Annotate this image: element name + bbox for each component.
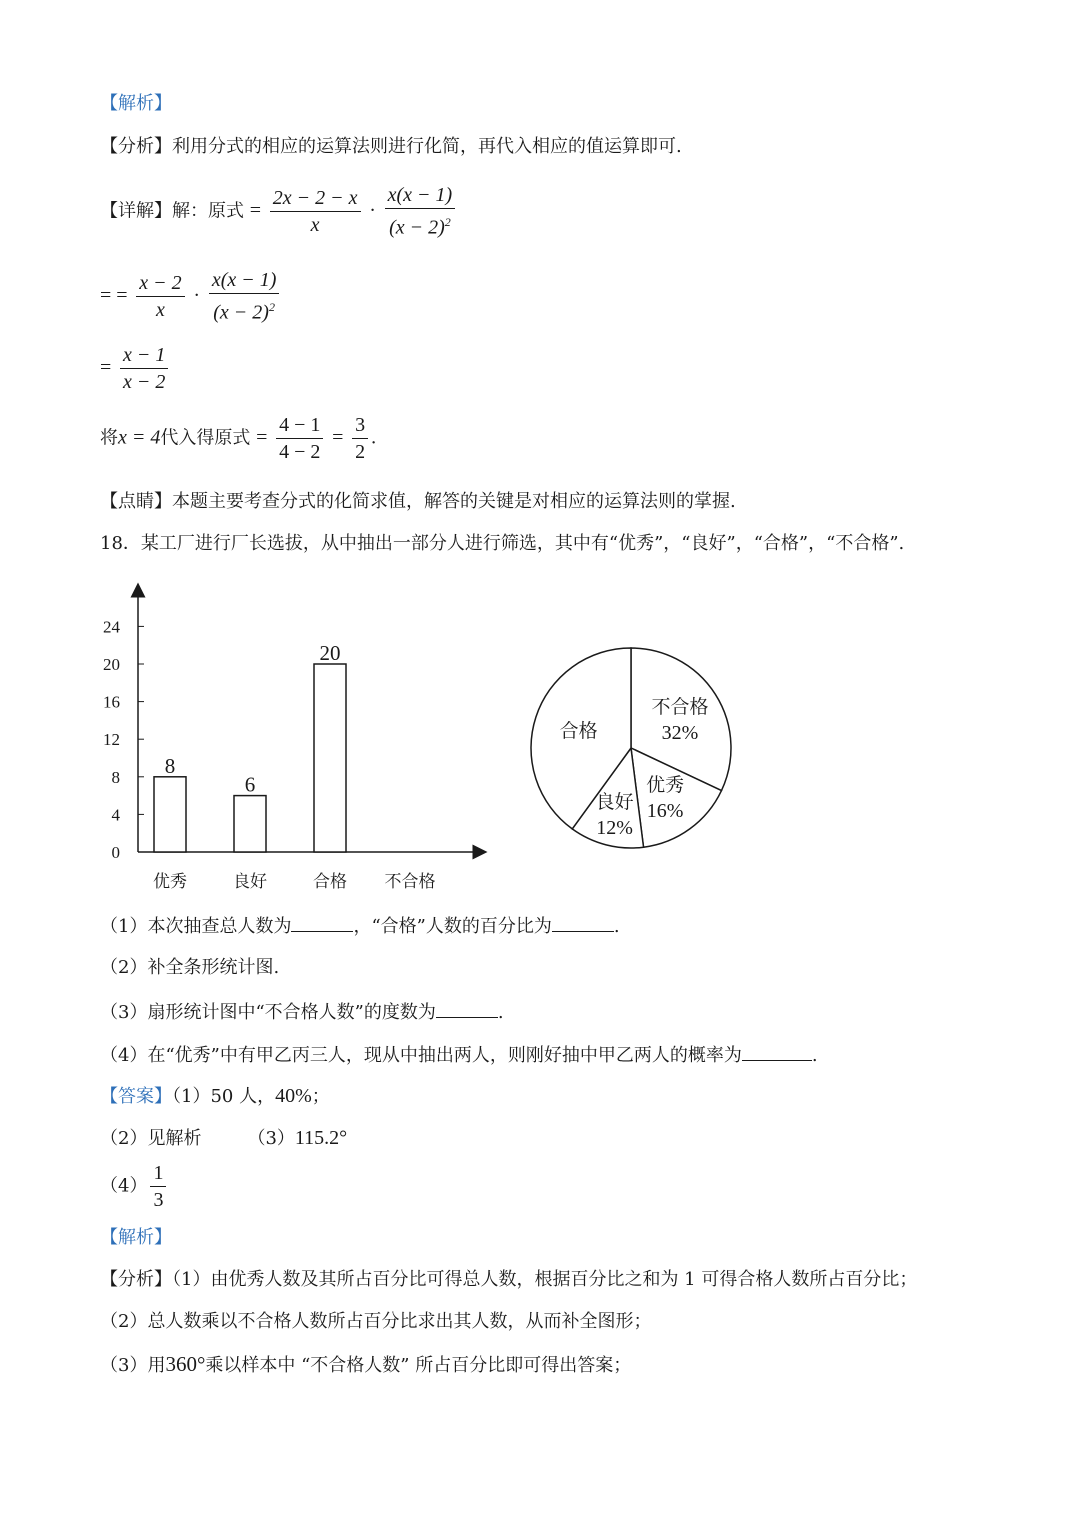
fraction-3: $\frac{x - 2}{x}$ [136,270,184,323]
analysis-line-3-b: 乘以样本中 “不合格人数” 所占百分比即可得出答案； [205,1355,632,1376]
eq-sign: = [256,426,268,449]
fraction-6: $\frac{4 - 1}{4 - 2}$ [276,412,323,465]
bar-0 [154,777,186,852]
analysis-paragraph [100,135,682,159]
substitute-prefix: 将 [100,427,118,449]
sub-question-4 [100,1042,818,1068]
section-heading-jiexi-2: 【解析】 [100,1227,172,1248]
sq3-text-a: （3）扇形统计图中“不合格人数”的度数为 [100,1002,436,1023]
pie-slice-label: 良好 [595,790,634,813]
detail-step-3 [100,342,171,395]
fraction-5: $\frac{x - 1}{x - 2}$ [120,342,168,395]
answer-2-text: （2）见解析 [100,1128,202,1149]
sub-question-1 [100,913,620,939]
answer-blank-4[interactable] [742,1042,812,1061]
answer-4-text: （4） [100,1175,148,1197]
answer-1-value: 40% [275,1085,312,1107]
dot-operator: · [369,199,376,222]
substitute-var: x = 4 [118,426,161,449]
answer-blank-3[interactable] [436,999,498,1018]
analysis-text: 利用分式的相应的运算法则进行化简，再代入相应的值运算即可. [172,136,682,157]
category-label: 优秀 [153,872,187,890]
answer-blank-2[interactable] [552,913,614,932]
analysis-line-3-a: （3）用 [100,1355,166,1376]
remark-paragraph [100,490,736,514]
category-label: 合格 [313,872,347,890]
y-tick-label: 8 [111,767,120,787]
detail-step-2 [100,267,282,326]
answer-line-2 [100,1126,347,1151]
analysis-line-1 [100,1268,917,1292]
sq1-text-b: ，“合格”人数的百分比为 [353,916,552,937]
detail-step-4 [100,412,376,465]
sub-question-3 [100,999,504,1025]
analysis-tag-2: 【分析】 [100,1269,172,1290]
sq1-text-a: （1）本次抽查总人数为 [100,916,292,937]
answer-3-text: （3） [247,1128,295,1149]
bar-2 [314,664,346,852]
bar-data-label: 8 [164,753,176,778]
y-tick-label: 16 [103,692,120,712]
eq-sign-double: = = [100,284,128,307]
eq-sign: = [249,199,262,222]
answer-blank-1[interactable] [291,913,353,932]
pie-slice-percent: 16% [646,799,684,822]
analysis-line-1-text: （1）由优秀人数及其所占百分比可得总人数，根据百分比之和为 1 可得合格人数所占百分比； [172,1269,918,1290]
y-tick-label: 0 [111,843,120,862]
detail-jie: 解：原式 [172,200,244,222]
answer-1-text: （1）50 人， [172,1086,276,1107]
answer-1-end: ； [311,1086,330,1107]
pie-slice-percent: 32% [661,721,699,744]
sq1-text-c: . [613,916,620,937]
analysis-line-3 [100,1352,631,1378]
eq-sign: = [100,356,112,379]
remark-tag: 【点睛】 [100,491,172,512]
sq4-text-b: . [811,1045,818,1066]
sub-question-2: （2）补全条形统计图. [100,957,280,978]
pie-slice-percent: 12% [596,816,633,839]
pie-slice-label: 优秀 [646,773,685,796]
eq-sign: = [332,426,344,449]
answer-4-fraction: $\frac{1}{3}$ [150,1160,166,1213]
pie-slice-label: 合格 [559,720,598,743]
category-label: 良好 [233,872,267,890]
sq4-text-a: （4）在“优秀”中有甲乙丙三人，现从中抽出两人，则刚好抽中甲乙两人的概率为 [100,1045,742,1066]
dot-operator: · [193,284,201,307]
y-tick-label: 24 [103,617,120,637]
y-tick-label: 4 [111,805,120,825]
question-18-stem: 18．某工厂进行厂长选拔，从中抽出一部分人进行筛选，其中有“优秀”，“良好”，“合格”，“不合格”. [100,533,905,554]
bar-data-label: 6 [244,772,256,797]
fraction-4: $\frac{x(x - 1)}{(x - 2)^2}$ [209,267,280,326]
bar-1 [234,796,266,852]
y-tick-label: 12 [103,730,120,750]
fraction-7: $\frac{3}{2}$ [352,412,368,465]
period: . [371,426,377,449]
sq3-text-b: . [497,1002,504,1023]
section-heading-jiexi: 【解析】 [100,93,172,114]
substitute-mid: 代入得原式 [160,427,251,449]
detail-tag: 【详解】 [100,200,172,222]
fraction-1: $\frac{2x - 2 - x}{x}$ [270,185,361,238]
answer-3-value: 115.2° [294,1127,348,1149]
answer-line-1 [100,1084,330,1109]
analysis-line-3-value: 360° [165,1352,206,1376]
detail-step-1 [100,182,458,241]
answer-line-4 [100,1160,169,1213]
pie-chart [518,638,748,868]
bar-data-label: 20 [319,641,341,665]
remark-text: 本题主要考查分式的化简求值，解答的关键是对相应的运算法则的掌握. [172,491,736,512]
fraction-2: $\frac{x(x - 1)}{(x - 2)^2}$ [385,182,456,241]
analysis-tag: 【分析】 [100,136,172,157]
answer-tag: 【答案】 [100,1086,172,1107]
y-tick-label: 20 [103,655,120,674]
bar-chart [90,580,490,890]
analysis-line-2: （2）总人数乘以不合格人数所占百分比求出其人数，从而补全图形； [100,1311,652,1332]
pie-slice-label: 不合格 [651,695,709,718]
category-label: 不合格 [384,872,436,890]
